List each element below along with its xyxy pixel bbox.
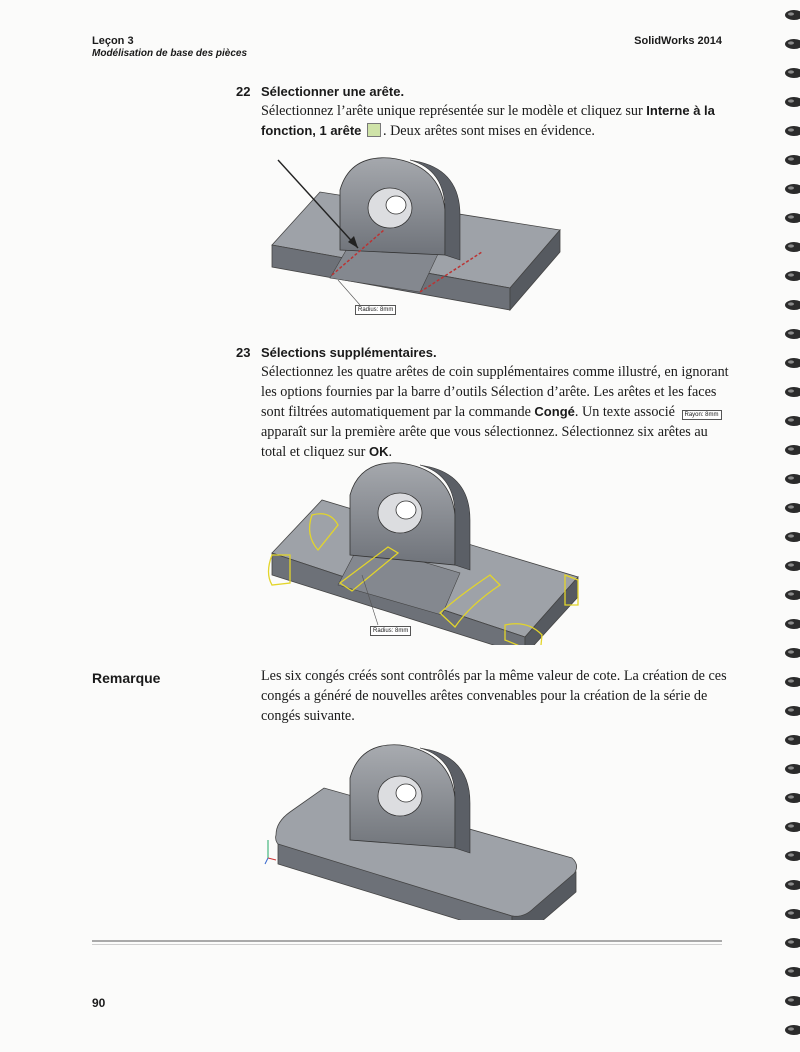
- spiral-ring: [780, 646, 800, 660]
- step-22-text-part: Sélectionnez l’arête unique représentée sur le modèle et cliquez sur: [261, 103, 643, 119]
- spiral-ring: [780, 733, 800, 747]
- spiral-ring: [780, 66, 800, 80]
- spiral-ring: [780, 182, 800, 196]
- running-header-left: [92, 35, 247, 60]
- spiral-ring: [780, 269, 800, 283]
- ok-reference: OK: [368, 444, 389, 459]
- remark-text: Les six congés créés sont contrôlés par la même valeur de cote. La création de ces congés a généré de nouvelles arêtes convenables pour la création de la série de congés suivante.: [261, 668, 727, 724]
- figure-part-edge-selected: [260, 150, 570, 325]
- step-22-text: [261, 101, 731, 141]
- spiral-ring: [780, 356, 800, 370]
- spiral-ring: [780, 443, 800, 457]
- step-23-text-part: apparaît sur la première arête que vous sélectionnez. Sélectionnez six arêtes au total et cliquez sur: [261, 424, 708, 460]
- lesson-title: Leçon 3: [92, 35, 134, 47]
- step-22-text-part: . Deux arêtes sont mises en évidence.: [382, 123, 595, 139]
- spiral-ring: [780, 385, 800, 399]
- spiral-ring: [780, 95, 800, 109]
- spiral-ring: [780, 414, 800, 428]
- product-name: SolidWorks 2014: [634, 35, 722, 47]
- spiral-ring: [780, 965, 800, 979]
- step-number: 22: [236, 84, 251, 99]
- spiral-ring: [780, 37, 800, 51]
- spiral-ring: [780, 820, 800, 834]
- spiral-ring: [780, 501, 800, 515]
- spiral-ring: [780, 849, 800, 863]
- figure-part-filleted: [262, 740, 592, 920]
- radius-tag: Rayon: 8mm: [682, 410, 722, 420]
- spiral-ring: [780, 994, 800, 1008]
- spiral-ring: [780, 211, 800, 225]
- spiral-ring: [780, 675, 800, 689]
- step-23-heading: [0, 345, 800, 361]
- figure-part-six-edges: [260, 455, 590, 645]
- radius-callout: Radius: 8mm: [370, 626, 411, 636]
- footer-rule: [92, 940, 722, 942]
- spiral-ring: [780, 878, 800, 892]
- step-23-text-part: . Un texte associé: [574, 404, 675, 420]
- command-name: Interne à la fonction, 1 arête: [261, 103, 715, 138]
- spiral-ring: [780, 791, 800, 805]
- spiral-ring: [780, 762, 800, 776]
- spiral-ring: [780, 704, 800, 718]
- spiral-ring: [780, 124, 800, 138]
- spiral-ring: [780, 1023, 800, 1037]
- step-number: 23: [236, 345, 251, 360]
- spiral-ring: [780, 8, 800, 22]
- radius-callout: Radius: 8mm: [355, 305, 396, 315]
- spiral-ring: [780, 617, 800, 631]
- lesson-subtitle: Modélisation de base des pièces: [92, 48, 248, 59]
- step-23-text-part: .: [388, 444, 392, 460]
- step-title: Sélectionner une arête.: [261, 84, 405, 99]
- step-title: Sélections supplémentaires.: [261, 345, 437, 360]
- step-22-heading: [0, 84, 800, 100]
- command-name: Congé: [534, 404, 575, 419]
- spiral-ring: [780, 936, 800, 950]
- spiral-ring: [780, 240, 800, 254]
- spiral-ring: [780, 153, 800, 167]
- spiral-ring: [780, 559, 800, 573]
- page-number: 90: [92, 996, 106, 1010]
- footer-rule-secondary: [92, 944, 722, 945]
- remark-label: Remarque: [92, 670, 161, 686]
- spiral-ring: [780, 472, 800, 486]
- spiral-ring: [780, 327, 800, 341]
- step-23-text: [261, 362, 731, 462]
- spiral-ring: [780, 907, 800, 921]
- step-23-text-part: Sélectionnez les quatre arêtes de coin supplémentaires comme illustré, en ignorant les options fournies par la barre d’outils Sélection d’arête. Les arêtes et les faces sont filtrées automatiquement par la commande: [261, 364, 729, 420]
- spiral-ring: [780, 298, 800, 312]
- spiral-ring: [780, 588, 800, 602]
- spiral-ring: [780, 530, 800, 544]
- edge-selection-icon: [367, 123, 381, 137]
